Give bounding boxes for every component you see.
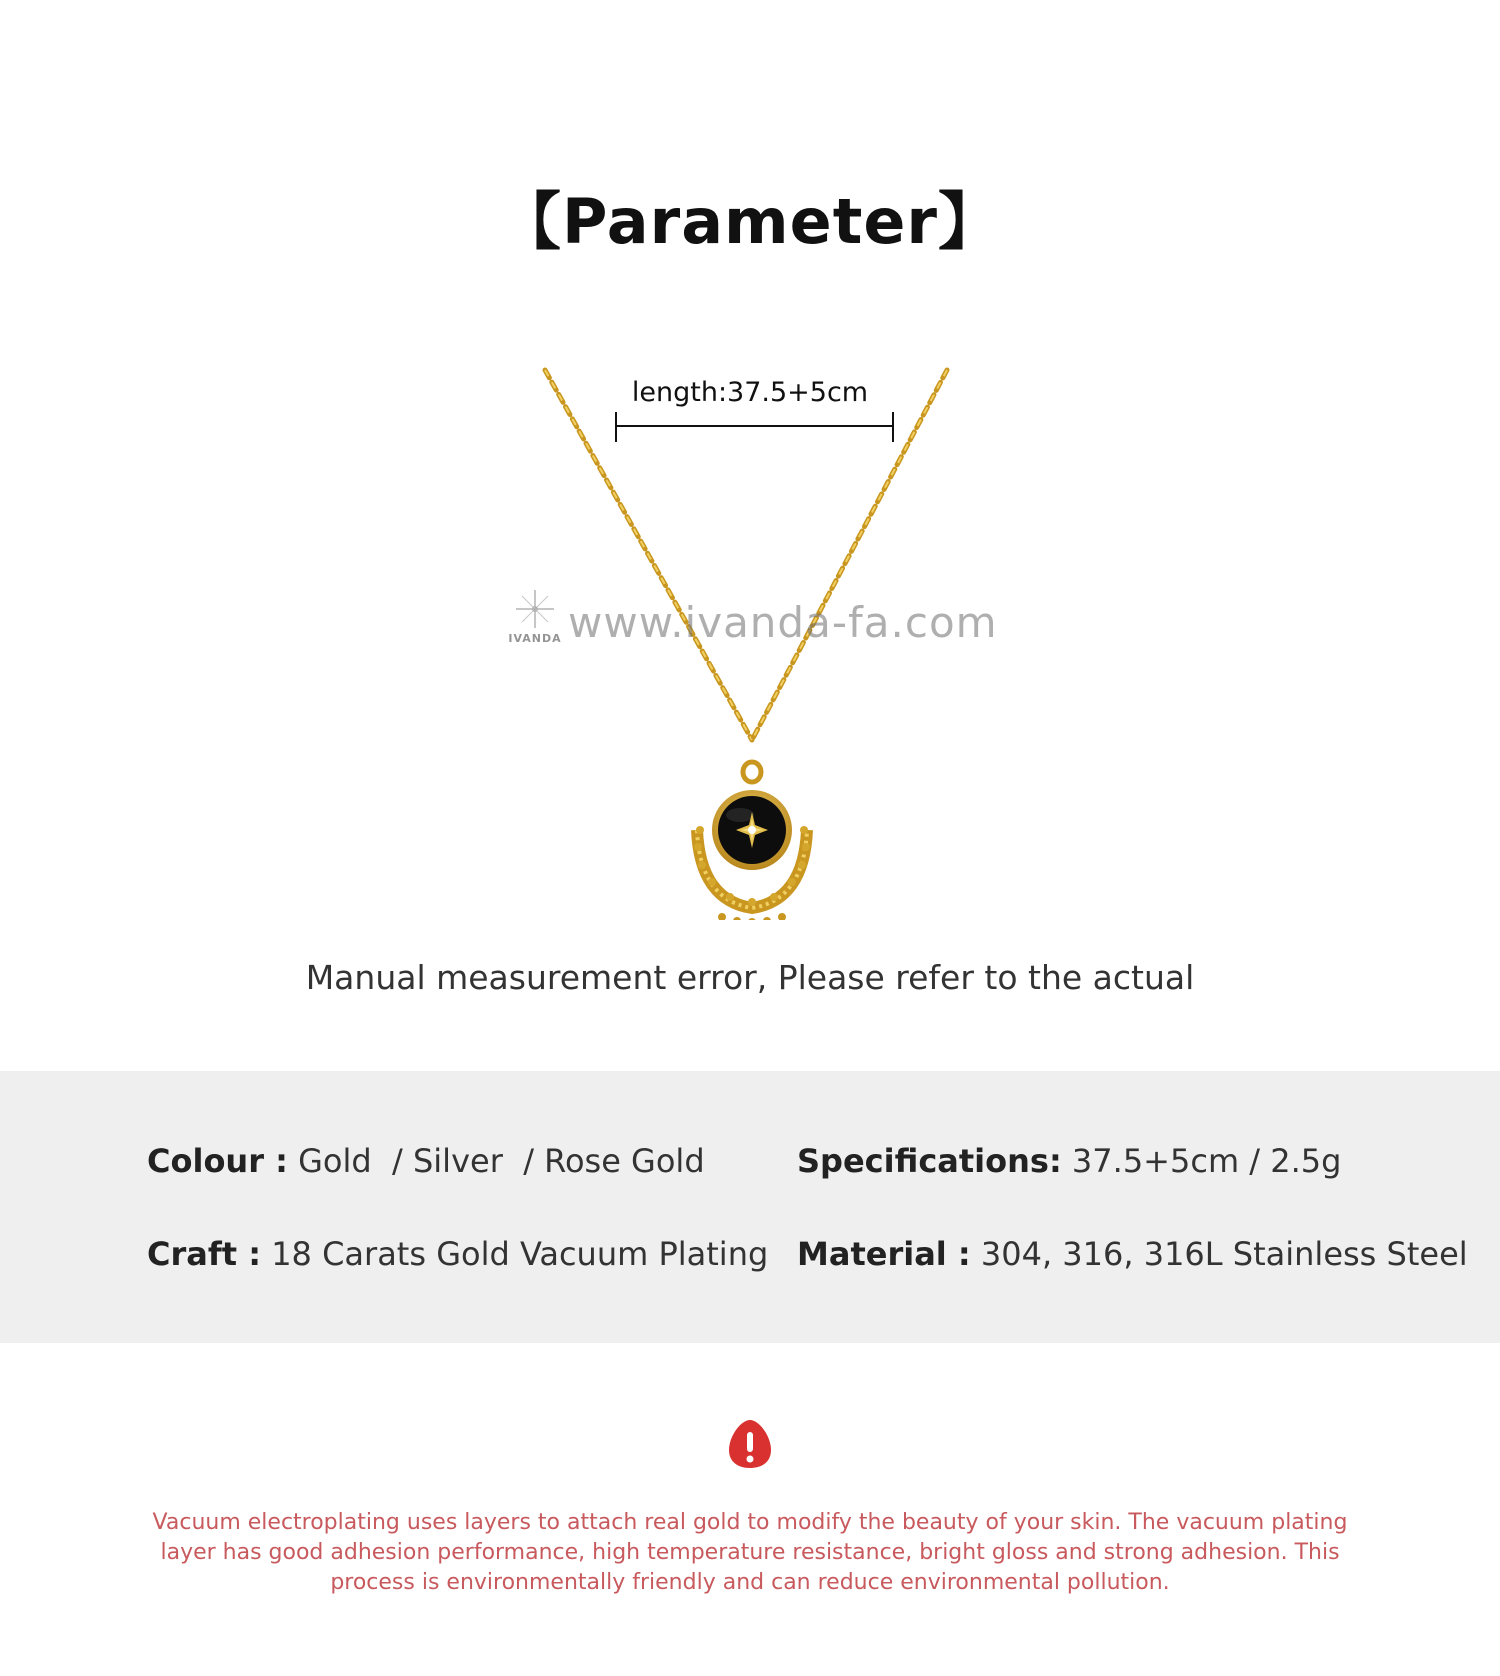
- spec-craft-label: Craft :: [147, 1235, 262, 1273]
- spec-colour: [147, 1142, 705, 1180]
- spec-panel: [0, 1071, 1500, 1343]
- spec-specifications-label: Specifications:: [797, 1142, 1062, 1180]
- length-measure-bar: [616, 412, 893, 442]
- spec-craft: [147, 1235, 768, 1273]
- spec-craft-value: 18 Carats Gold Vacuum Plating: [271, 1235, 769, 1273]
- spec-colour-value: Gold / Silver / Rose Gold: [298, 1142, 705, 1180]
- spec-material-label: Material :: [797, 1235, 971, 1273]
- length-label: length:37.5+5cm: [631, 377, 869, 408]
- warning-icon: [727, 1418, 773, 1470]
- spec-specifications: [797, 1142, 1341, 1180]
- watermark-brand: IVANDA: [508, 632, 562, 645]
- spec-colour-label: Colour :: [147, 1142, 288, 1180]
- spec-specifications-value: 37.5+5cm / 2.5g: [1071, 1142, 1342, 1180]
- measurement-note: Manual measurement error, Please refer to the actual: [305, 958, 1195, 997]
- spec-material: [797, 1235, 1468, 1273]
- watermark-url: www.ivanda-fa.com: [568, 598, 998, 647]
- watermark-logo-icon: [516, 590, 554, 628]
- pendant: [694, 762, 810, 920]
- spec-material-value: 304, 316, 316L Stainless Steel: [980, 1235, 1468, 1273]
- page-title: 【Parameter】: [499, 185, 1001, 258]
- plating-disclaimer: Vacuum electroplating uses layers to attach real gold to modify the beauty of your skin. The vacuum plating layer has good adhesion performance, high temperature resistance, bright gloss and strong adhesion. This process is environmentally friendly and can reduce environmental pollution.: [152, 1510, 1348, 1595]
